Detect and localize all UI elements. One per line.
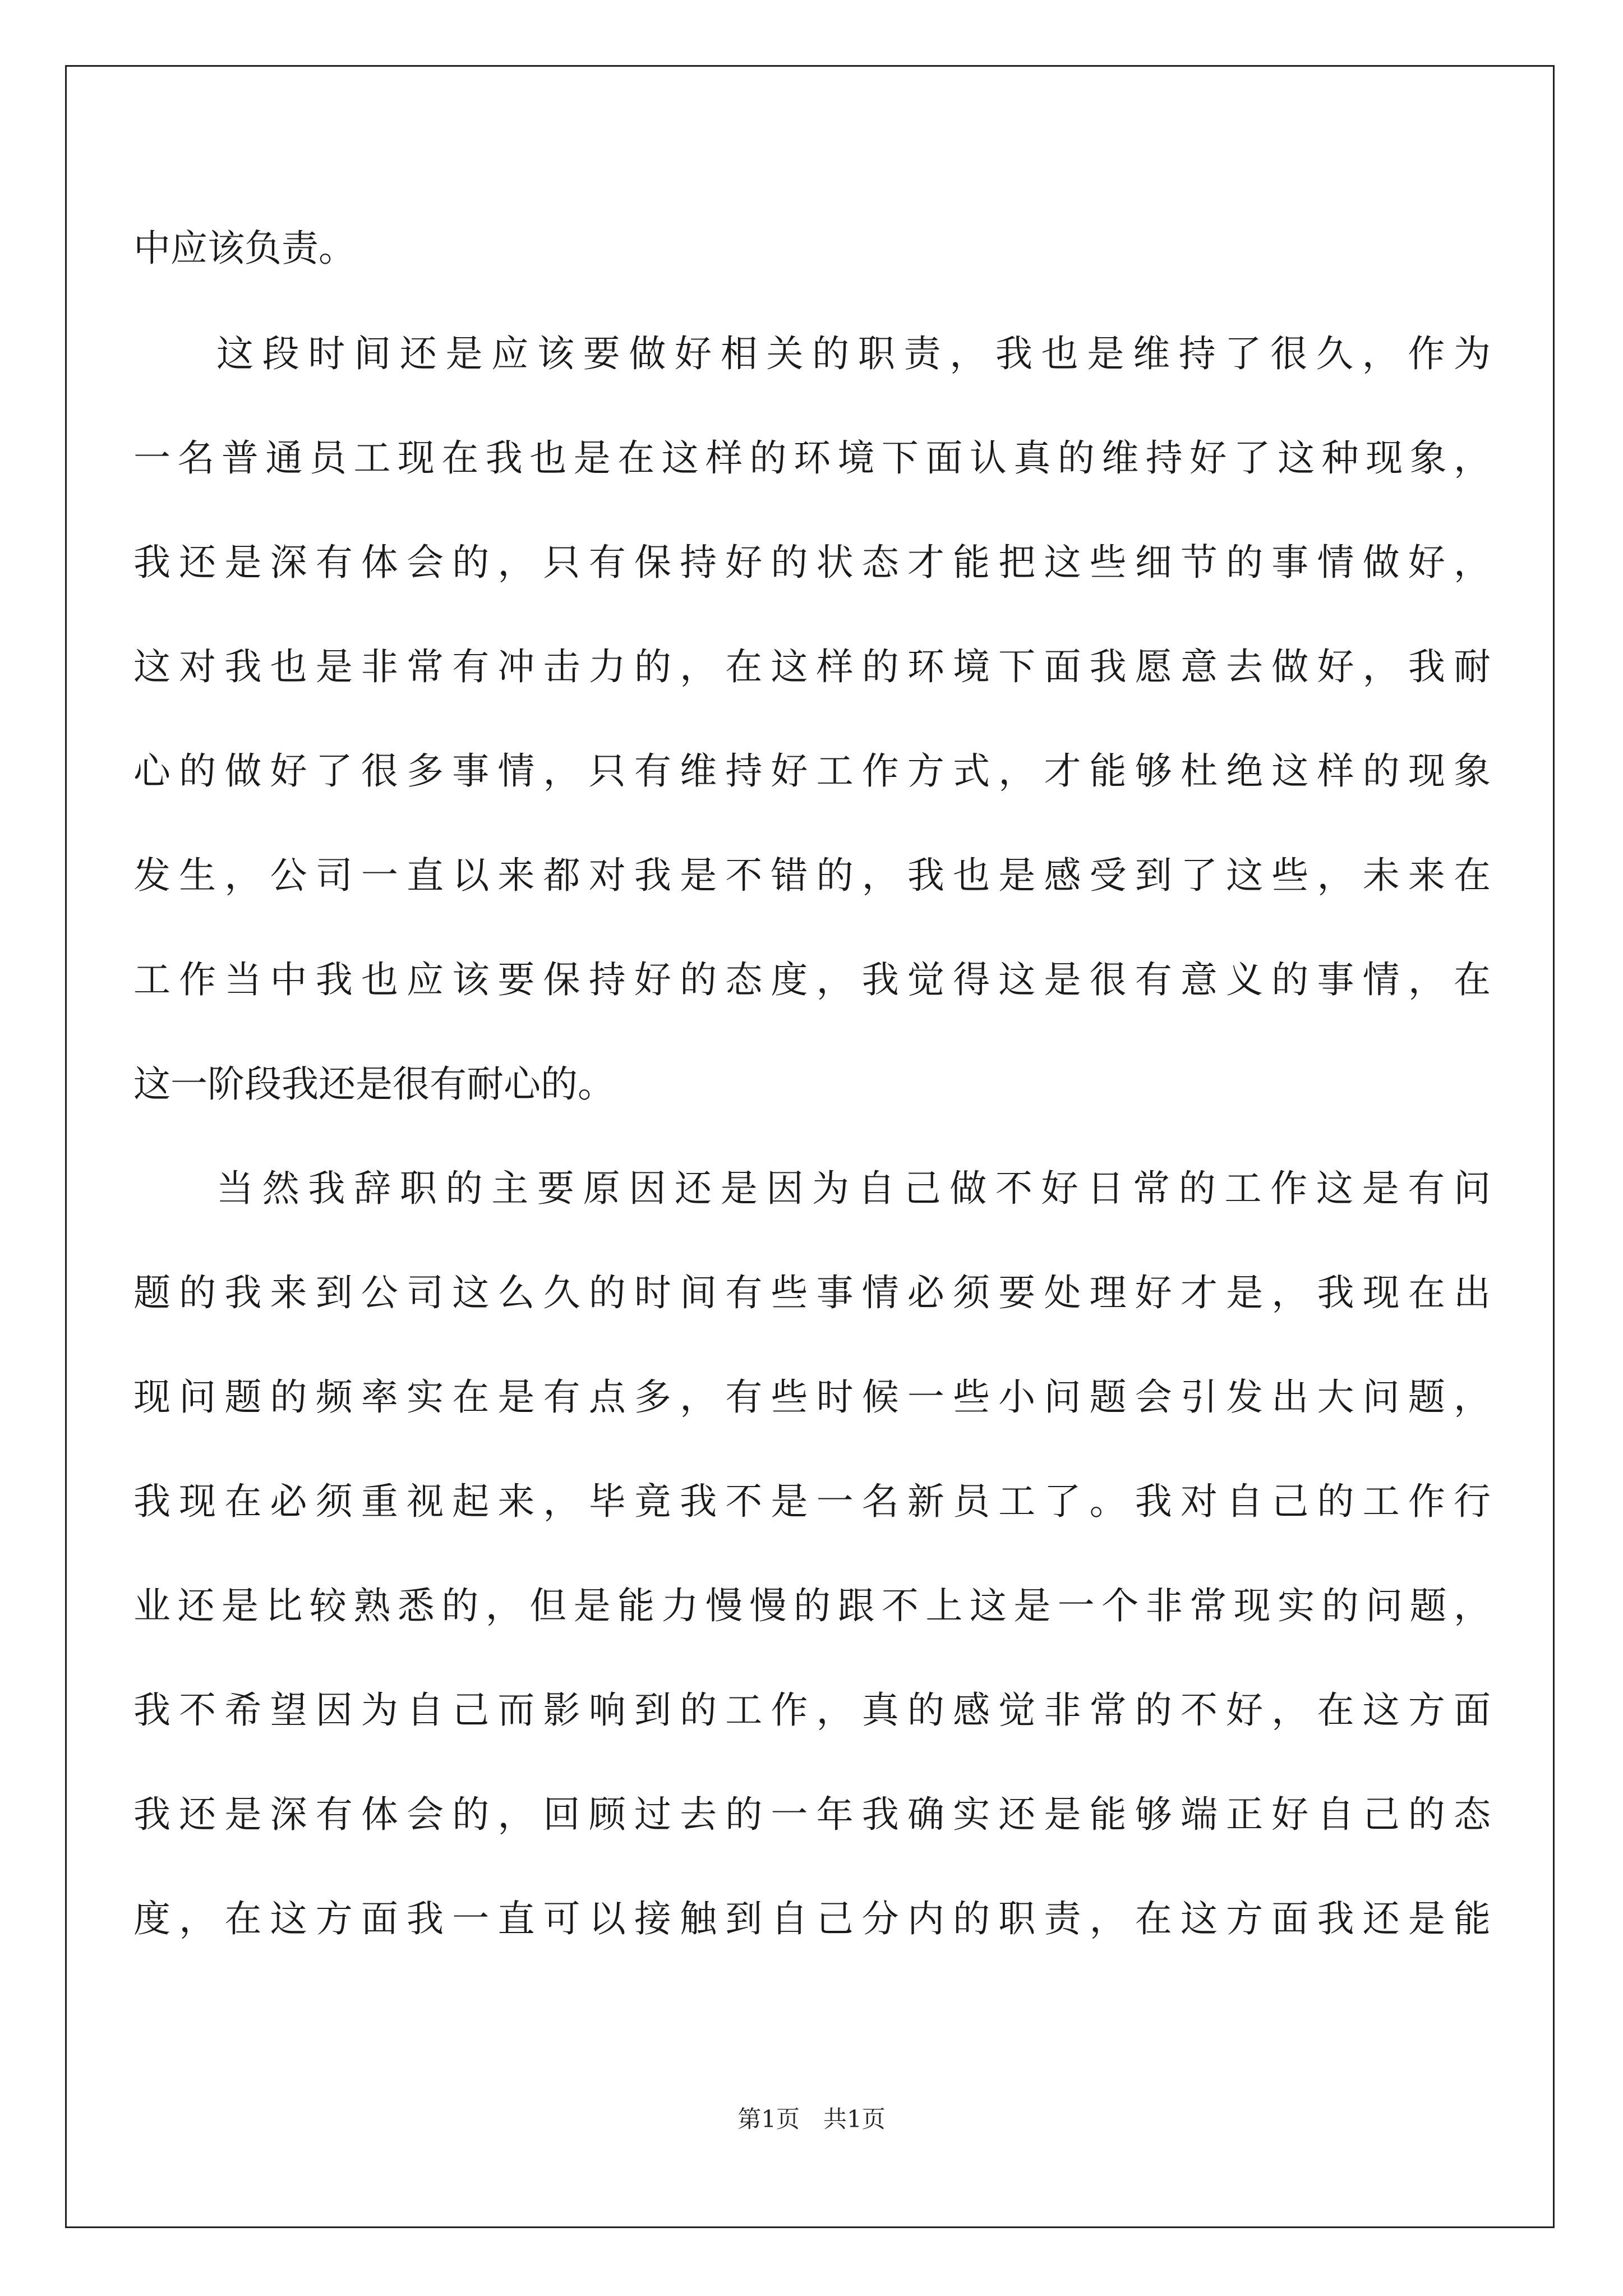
text-line: 我不希望因为自己而影响到的工作，真的感觉非常的不好，在这方面 <box>133 1688 1491 1732</box>
text-line: 题的我来到公司这么久的时间有些事情必须要处理好才是，我现在出 <box>133 1271 1491 1314</box>
text-line: 发生，公司一直以来都对我是不错的，我也是感受到了这些，未来在 <box>133 854 1491 897</box>
text-line: 一名普通员工现在我也是在这样的环境下面认真的维持好了这种现象， <box>133 436 1491 480</box>
text-line: 心的做好了很多事情，只有维持好工作方式，才能够杜绝这样的现象 <box>133 749 1491 793</box>
text-line: 这一阶段我还是很有耐心的。 <box>133 1062 615 1106</box>
paragraph-first-line: 当然我辞职的主要原因还是因为自己做不好日常的工作这是有问 <box>216 1167 1491 1210</box>
text-line: 我还是深有体会的，只有保持好的状态才能把这些细节的事情做好， <box>133 541 1491 584</box>
text-line: 我还是深有体会的，回顾过去的一年我确实还是能够端正好自己的态 <box>133 1793 1491 1836</box>
text-line: 我现在必须重视起来，毕竟我不是一名新员工了。我对自己的工作行 <box>133 1480 1491 1523</box>
paragraph-first-line: 这段时间还是应该要做好相关的职责，我也是维持了很久，作为 <box>216 332 1491 375</box>
text-line: 这对我也是非常有冲击力的，在这样的环境下面我愿意去做好，我耐 <box>133 645 1491 688</box>
text-line: 中应该负责。 <box>133 227 356 270</box>
text-line: 业还是比较熟悉的，但是能力慢慢的跟不上这是一个非常现实的问题， <box>133 1584 1491 1627</box>
text-line: 现问题的频率实在是有点多，有些时候一些小问题会引发出大问题， <box>133 1375 1491 1419</box>
text-line: 度，在这方面我一直可以接触到自己分内的职责，在这方面我还是能 <box>133 1897 1491 1940</box>
page-footer: 第1页 共1页 <box>737 2105 886 2133</box>
text-line: 工作当中我也应该要保持好的态度，我觉得这是很有意义的事情，在 <box>133 958 1491 1001</box>
